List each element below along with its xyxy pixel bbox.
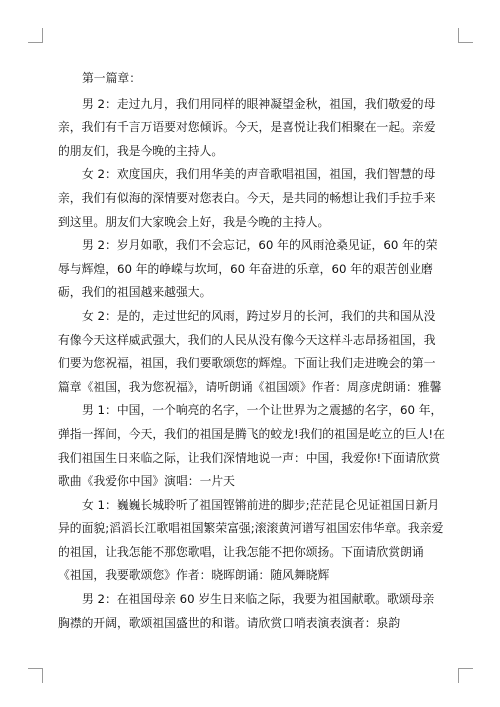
paragraph: 女 2：欢度国庆，我们用华美的声音歌唱祖国，祖国，我们智慧的母亲，我们有似海的深情要对您表白。今天，是共同的畅想让我们手拉手来到这里。朋友们大家晚会上好，我是今晚的主持人。: [58, 167, 436, 229]
chapter-heading: 第一篇章：: [82, 71, 141, 85]
crop-mark-bottom-right: [458, 668, 473, 683]
paragraph: 男 1：中国，一个响亮的名字，一个让世界为之震撼的名字，60 年，弹指一挥间，今天，我们的祖国是腾飞的蛟龙!我们的祖国是屹立的巨人!在我们祖国生日来临之际，让我们深情地说一声：中国，我爱你!下面请欣赏歌曲《我爱你中国》演唱：一片天: [58, 403, 445, 489]
document-body: [58, 67, 446, 635]
crop-mark-top-right: [458, 28, 473, 43]
paragraph: 男 2：在祖国母亲 60 岁生日来临之际，我要为祖国献歌。歌颂母亲胸襟的开阔，歌颂祖国盛世的和谐。请欣赏口哨表演表演者：泉韵: [58, 592, 435, 630]
paragraph: 女 2：是的，走过世纪的风雨，跨过岁月的长河，我们的共和国从没有像今天这样威武强大，我们的人民从没有像今天这样斗志昂扬祖国，我们要为您祝福，祖国，我们要歌颂您的辉煌。下面让我们走进晚会的第一篇章《祖国，我为您祝福》，请听朗诵《祖国颂》作者：周彦虎朗诵：雅馨: [58, 308, 442, 394]
paragraph: 男 2：岁月如歌，我们不会忘记，60 年的风雨沧桑见证，60 年的荣辱与辉煌，60 年的峥嵘与坎坷，60 年奋进的乐章，60 年的艰苦创业磨砺，我们的祖国越来越强大。: [58, 238, 438, 300]
paragraph: 男 2：走过九月，我们用同样的眼神凝望金秋，祖国，我们敬爱的母亲，我们有千言万语要对您倾诉。今天，是喜悦让我们相聚在一起。亲爱的朋友们，我是今晚的主持人。: [58, 96, 436, 158]
crop-mark-top-left: [28, 28, 43, 43]
paragraph: 女 1：巍巍长城聆听了祖国铿锵前进的脚步;茫茫昆仑见证祖国日新月异的面貌;滔滔长江歌唱祖国繁荣富强;滚滚黄河谱写祖国宏伟华章。我亲爱的祖国，让我怎能不那您歌唱，让我怎能不把你颂扬。下面请欣赏朗诵《祖国，我要歌颂您》作者：晓晖朗诵：随风舞晓辉: [58, 497, 444, 583]
crop-mark-bottom-left: [28, 668, 43, 683]
